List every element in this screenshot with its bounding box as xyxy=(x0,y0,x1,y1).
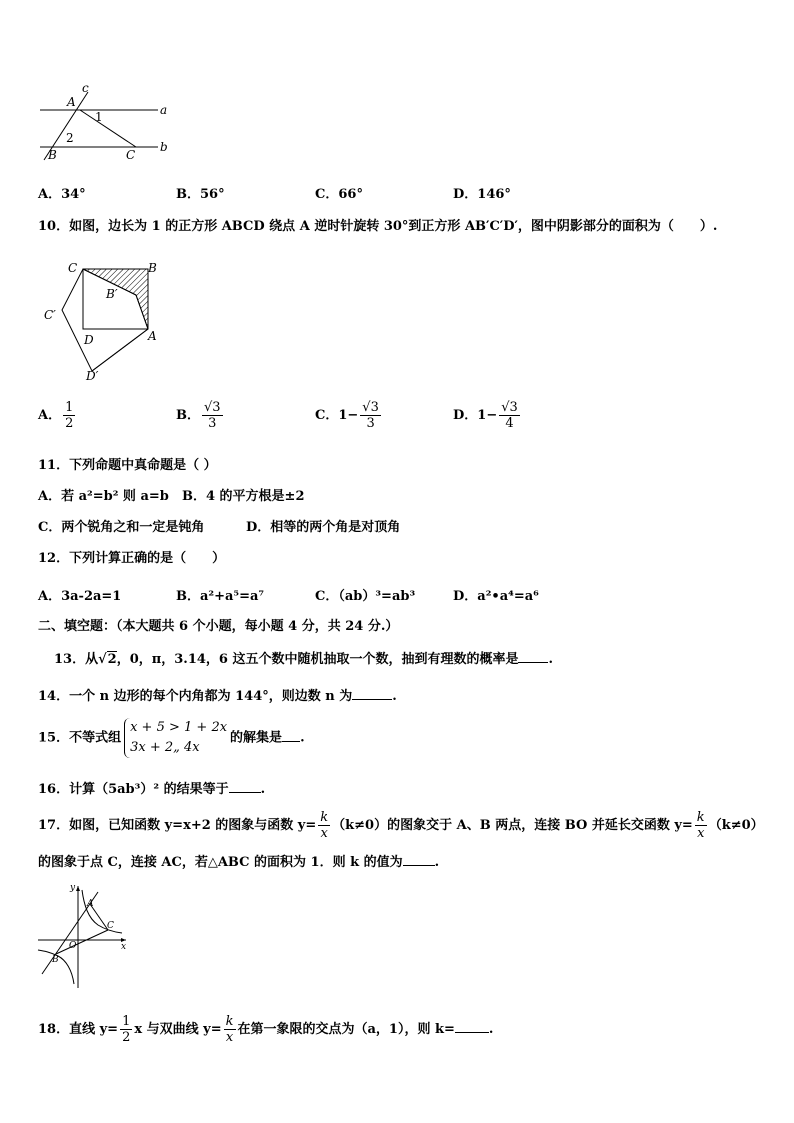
fig17-label-B: B xyxy=(52,955,59,965)
q12-option-b: B．a²+a⁵=a⁷ xyxy=(176,589,265,604)
function-graph-figure xyxy=(36,880,136,990)
fig17-label-x: x xyxy=(121,942,127,952)
q18-post: 在第一象限的交点为（a，1），则 k= xyxy=(237,1022,455,1037)
q17-part-d: 的图象于点 C，连接 AC，若△ABC 的面积为 1．则 k 的值为 xyxy=(38,855,403,870)
q17-k-1: k xyxy=(320,810,329,825)
q14-body: 14．一个 n 边形的每个内角都为 144°，则边数 n 为 xyxy=(38,689,353,704)
q15-row-2: 3x + 2„ 4x xyxy=(130,740,200,755)
q17-k-2: k xyxy=(696,810,705,825)
q10-d-den: 4 xyxy=(505,416,514,431)
label-b: b xyxy=(160,140,168,154)
q17-end: . xyxy=(434,855,440,870)
fig17-label-y: y xyxy=(70,883,76,893)
q10-b-label: B． xyxy=(176,408,200,423)
section-2-heading: 二、填空题：（本大题共 6 个小题，每小题 4 分，共 24 分.） xyxy=(38,619,399,634)
q14-text xyxy=(38,686,397,706)
q17-fraction-1 xyxy=(318,810,330,841)
fig10-label-D: D xyxy=(84,333,94,347)
q10-c-num: √3 xyxy=(362,400,379,415)
q11-text: 11．下列命题中真命题是（ ） xyxy=(38,458,217,473)
q18-mid: x 与双曲线 y= xyxy=(134,1022,222,1037)
q17-line-1 xyxy=(38,810,764,841)
q9-option-a: A．34° xyxy=(38,187,86,202)
q18-k-fraction xyxy=(224,1014,236,1045)
q10-d-label: D．1− xyxy=(453,408,498,423)
fig10-label-A: A xyxy=(148,329,157,343)
fig17-label-O: O xyxy=(69,941,77,951)
q10-b-num: √3 xyxy=(204,400,221,415)
q12-option-d: D．a²•a⁴=a⁶ xyxy=(453,589,539,604)
fig17-label-A: A xyxy=(87,899,94,909)
label-A: A xyxy=(67,95,76,109)
q17-answer-blank[interactable] xyxy=(403,852,435,866)
q18-answer-blank[interactable] xyxy=(455,1019,489,1033)
q15-inequality-system xyxy=(124,718,227,758)
q15-answer-blank[interactable] xyxy=(282,728,300,742)
q16-answer-blank[interactable] xyxy=(229,779,261,793)
q17-part-a: 17．如图，已知函数 y=x+2 的图象与函数 y= xyxy=(38,818,317,833)
q18-half-den: 2 xyxy=(122,1030,131,1045)
q9-option-c: C．66° xyxy=(315,187,363,202)
q15-row-1: x + 5 > 1 + 2x xyxy=(130,720,228,735)
q17-part-b: （k≠0）的图象交于 A、B 两点，连接 BO 并延长交函数 y= xyxy=(332,818,693,833)
q15-text xyxy=(38,718,305,758)
fig17-label-C: C xyxy=(107,921,114,931)
q17-x-2: x xyxy=(697,826,705,841)
q16-body: 16．计算（5ab³）² 的结果等于 xyxy=(38,782,229,797)
q11-option-c: C．两个锐角之和一定是钝角 xyxy=(38,520,205,535)
fig10-label-B: B xyxy=(148,261,157,275)
label-c: c xyxy=(82,82,89,95)
q14-answer-blank[interactable] xyxy=(352,686,392,700)
q10-option-d xyxy=(453,400,522,431)
q18-half-num: 1 xyxy=(122,1014,131,1029)
fig10-label-Cp: C′ xyxy=(44,308,56,322)
q10-d-num: √3 xyxy=(501,400,518,415)
label-C: C xyxy=(126,148,136,162)
q10-option-b xyxy=(176,400,225,431)
q10-a-num: 1 xyxy=(65,400,74,415)
q10-b-den: 3 xyxy=(208,416,217,431)
label-B: B xyxy=(48,148,57,162)
q10-a-den: 2 xyxy=(65,416,74,431)
q10-d-fraction xyxy=(499,400,520,431)
fig10-label-Dp: D′ xyxy=(86,369,99,383)
q13-sqrt-value: 2 xyxy=(107,652,117,667)
q11-option-b: B．4 的平方根是±2 xyxy=(182,489,305,504)
label-2: 2 xyxy=(66,131,74,145)
q18-pre: 18．直线 y= xyxy=(38,1022,119,1037)
q15-end: . xyxy=(300,730,305,746)
q10-c-den: 3 xyxy=(366,416,375,431)
q13-end: . xyxy=(548,652,554,667)
q11-option-d: D．相等的两个角是对顶角 xyxy=(246,520,401,535)
q12-option-c: C．（ab）³=ab³ xyxy=(315,589,416,604)
q9-option-b: B．56° xyxy=(176,187,225,202)
q10-text: 10．如图，边长为 1 的正方形 ABCD 绕点 A 逆时针旋转 30°到正方形 AB′C′D′，图中阴影部分的面积为（ ）. xyxy=(38,219,718,234)
q11-option-a: A．若 a²=b² 则 a=b xyxy=(38,489,169,504)
q18-text xyxy=(38,1014,493,1045)
q16-text xyxy=(38,779,265,799)
label-a: a xyxy=(160,103,168,117)
q10-c-label: C．1− xyxy=(315,408,359,423)
fig10-label-C: C xyxy=(68,261,78,275)
label-1: 1 xyxy=(95,110,103,124)
q10-c-fraction xyxy=(360,400,381,431)
q15-pre: 15．不等式组 xyxy=(38,730,122,746)
q17-line-2 xyxy=(38,852,439,872)
q15-post: 的解集是 xyxy=(230,730,283,746)
q18-k: k xyxy=(225,1014,234,1029)
q10-a-fraction xyxy=(63,400,75,431)
q13-answer-blank[interactable] xyxy=(518,649,548,663)
q18-end: . xyxy=(488,1022,494,1037)
q9-option-d: D．146° xyxy=(453,187,511,202)
parallel-lines-figure xyxy=(36,82,176,162)
fig10-label-Bp: B′ xyxy=(106,287,118,301)
q17-x-1: x xyxy=(320,826,328,841)
q17-part-c: （k≠0） xyxy=(708,818,764,833)
q18-half-fraction xyxy=(120,1014,132,1045)
q18-x: x xyxy=(225,1030,234,1045)
q12-text: 12．下列计算正确的是（ ） xyxy=(38,551,226,566)
q10-option-a xyxy=(38,400,77,431)
q16-end: . xyxy=(260,782,266,797)
q12-option-a: A．3a-2a=1 xyxy=(38,589,122,604)
q10-option-c xyxy=(315,400,383,431)
q10-a-label: A． xyxy=(38,408,62,423)
q14-end: . xyxy=(392,689,397,704)
q13-text: 13．从√2，0，π，3.14，6 这五个数中随机抽取一个数，抽到有理数的概率是 . xyxy=(54,649,553,669)
q10-b-fraction xyxy=(202,400,223,431)
rotated-square-figure xyxy=(40,256,170,386)
q13-post: ，0，π，3.14，6 这五个数中随机抽取一个数，抽到有理数的概率是 xyxy=(116,652,519,667)
q17-fraction-2 xyxy=(695,810,707,841)
q13-pre: 13．从 xyxy=(54,652,99,667)
